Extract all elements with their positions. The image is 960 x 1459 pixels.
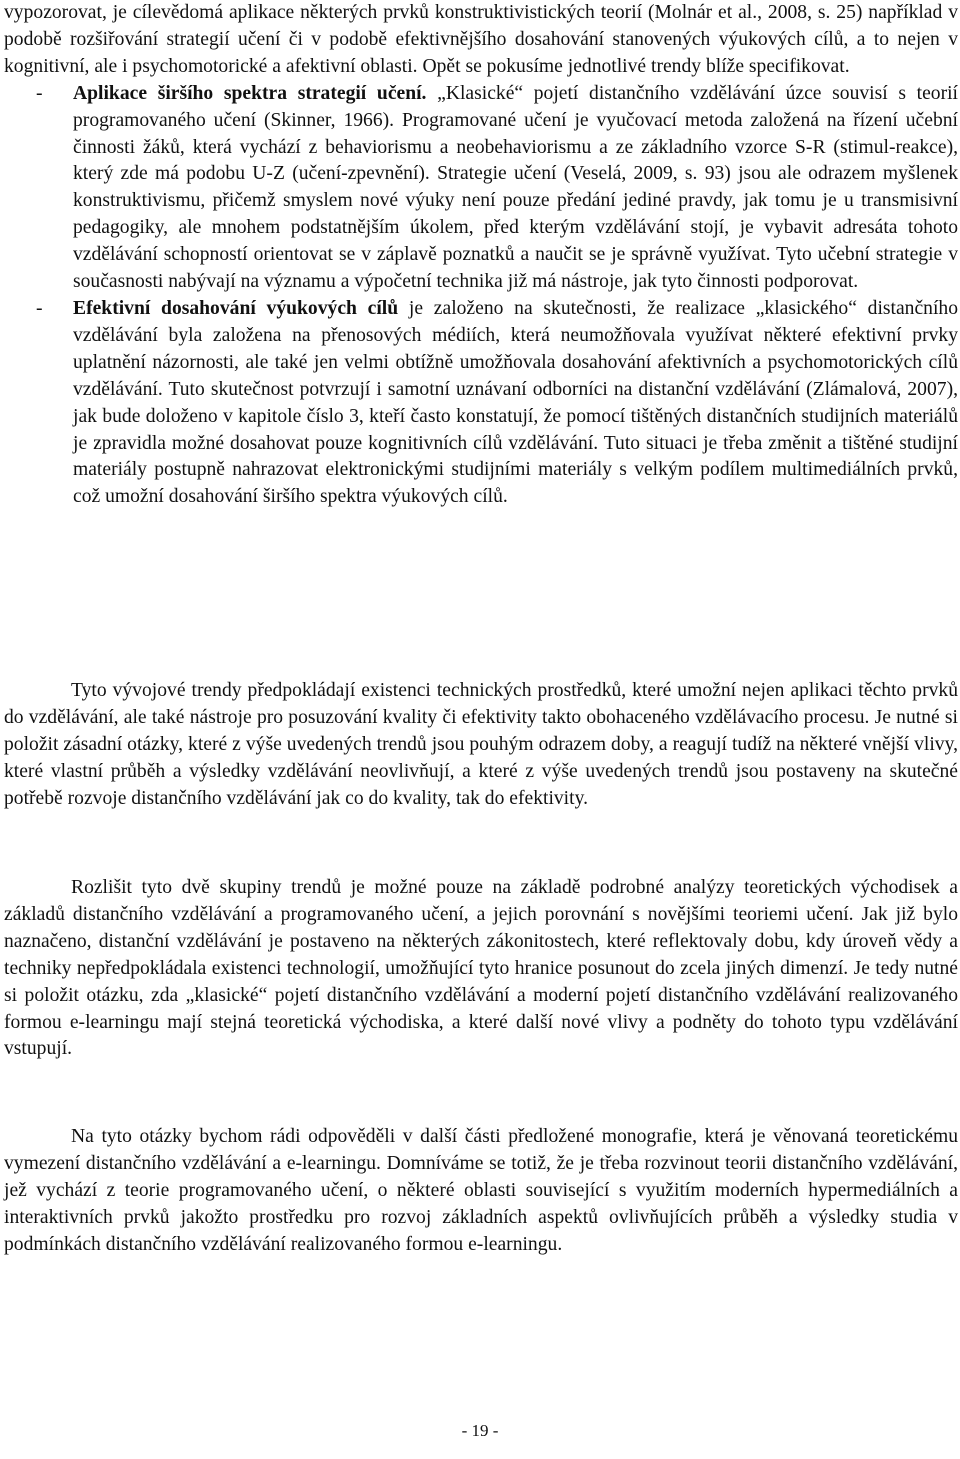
continued-paragraph: vypozorovat, je cílevědomá aplikace některých prvků konstruktivistických teorií (Molnár et al., 2008, s. 25) například v podobě rozšiřování strategií učení či v podobě efektivnějšího dosahování stanovených výukových cílů, a to nejen v kognitivní, ale i psychomotorické a afektivní oblasti. Opět se pokusíme jednotlivé trendy blíže specifikovat. xyxy=(4,2,958,77)
bullet-item-strategies xyxy=(4,81,958,296)
paragraph-section xyxy=(4,875,958,1063)
bullet-dash: - xyxy=(36,82,43,104)
bullet-heading-strategies: Aplikace širšího spektra strategií učení. xyxy=(73,82,427,104)
body-paragraph: Rozlišit tyto dvě skupiny trendů je možné pouze na základě podrobné analýzy teoretických východisek a základů distančního vzdělávání a programovaného učení, a jejich porovnání s novějšími teoriemi učení. Jak již bylo naznačeno, distanční vzdělávání je postaveno na některých zákonitostech, které reflektovaly dobu, kdy úroveň vědy a techniky nepředpokládala existenci technologií, umožňující tyto hranice posunout do zcela jiných dimenzí. Je tedy nutné si položit otázku, zda „klasické“ pojetí distančního vzdělávání a moderní pojetí distančního vzdělávání realizovaného formou e-learningu mají stejná teoretická východiska, a které další nové vlivy a podněty do tohoto typu vzdělávání vstupují. xyxy=(4,877,958,1060)
continued-text-section xyxy=(4,0,958,511)
bullet-dash: - xyxy=(36,297,43,319)
bullet-heading-goals: Efektivní dosahování výukových cílů xyxy=(73,297,399,319)
bullet-text-goals: je založeno na skutečnosti, že realizace „klasického“ distančního vzdělávání byla založena na přenosových médiích, která neumožňovala využívat některé efektivní prvky uplatnění názornosti, ale také jen velmi obtížně umožňovala dosahování afektivních a psychomotorických cílů vzdělávání. Tuto skutečnost potvrzují i samotní uznávaní odborníci na distanční vzdělávání (Zlámalová, 2007), jak bude doloženo v kapitole číslo 3, kteří často konstatují, že pomocí tištěných distančních studijních materiálů je zpravidla možné dosahovat pouze kognitivních cílů vzdělávání. Tuto situaci je třeba změnit a tištěné studijní materiály postupně nahrazovat elektronickými studijními materiály s velkým podílem multimediálních prvků, což umožní dosahování širšího spektra výukových cílů. xyxy=(73,297,958,508)
paragraph-section xyxy=(4,1124,958,1259)
body-paragraph: Tyto vývojové trendy předpokládají existenci technických prostředků, které umožní nejen aplikaci těchto prvků do vzdělávání, ale také nástroje pro posuzování kvality či efektivity takto obohaceného vzdělávacího procesu. Je nutné si položit zásadní otázky, které z výše uvedených trendů jsou pouhým odrazem doby, a reagují tudíž na některé vnější vlivy, které vlastní průběh a výsledky vzdělávání neovlivňují, a které z výše uvedených trendů jsou postaveny na skutečné potřebě rozvoje distančního vzdělávání jak co do kvality, tak do efektivity. xyxy=(4,680,958,809)
body-paragraph: Na tyto otázky bychom rádi odpověděli v další části předložené monografie, která je věnovaná teoretickému vymezení distančního vzdělávání a e-learningu. Domníváme se totiž, že je třeba rozvinout teorii distančního vzdělávání, jež vychází z teorie programovaného učení, o některé oblasti související s využitím moderních hypermediálních a interaktivních prvků jakožto prostředku pro rozvoj základních aspektů ovlivňujících průběh a výsledky studia v podmínkách distančního vzdělávání realizovaného formou e-learningu. xyxy=(4,1126,958,1255)
paragraph-section xyxy=(4,678,958,813)
bullet-text-strategies: „Klasické“ pojetí distančního vzdělávání úzce souvisí s teorií programovaného učení (Skinner, 1966). Programované učení je vyučovací metoda založená na řízení učební činnosti žáků, která vychází z behaviorismu a neobehaviorismu a ze základního vzorce S-R (stimul-reakce), který zde má podobu U-Z (učení-zpevnění). Strategie učení (Veselá, 2009, s. 93) jsou ale odrazem myšlenek konstruktivismu, přičemž smyslem nové výuky není pouze předání jediné pravdy, jak tomu je u transmisivní pedagogiky, ale mnohem podstatnějším úkolem, před kterým vzdělávání stojí, je vybavit adresáta tohoto vzdělávání schopností orientovat se v záplavě poznatků a naučit se je správně využívat. Tyto učební strategie v současnosti nabývají na významu a výpočetní technika již má nástroje, jak tyto činnosti podporovat. xyxy=(73,82,959,293)
page-number: - 19 - xyxy=(461,1421,499,1440)
bullet-item-goals xyxy=(4,296,958,511)
